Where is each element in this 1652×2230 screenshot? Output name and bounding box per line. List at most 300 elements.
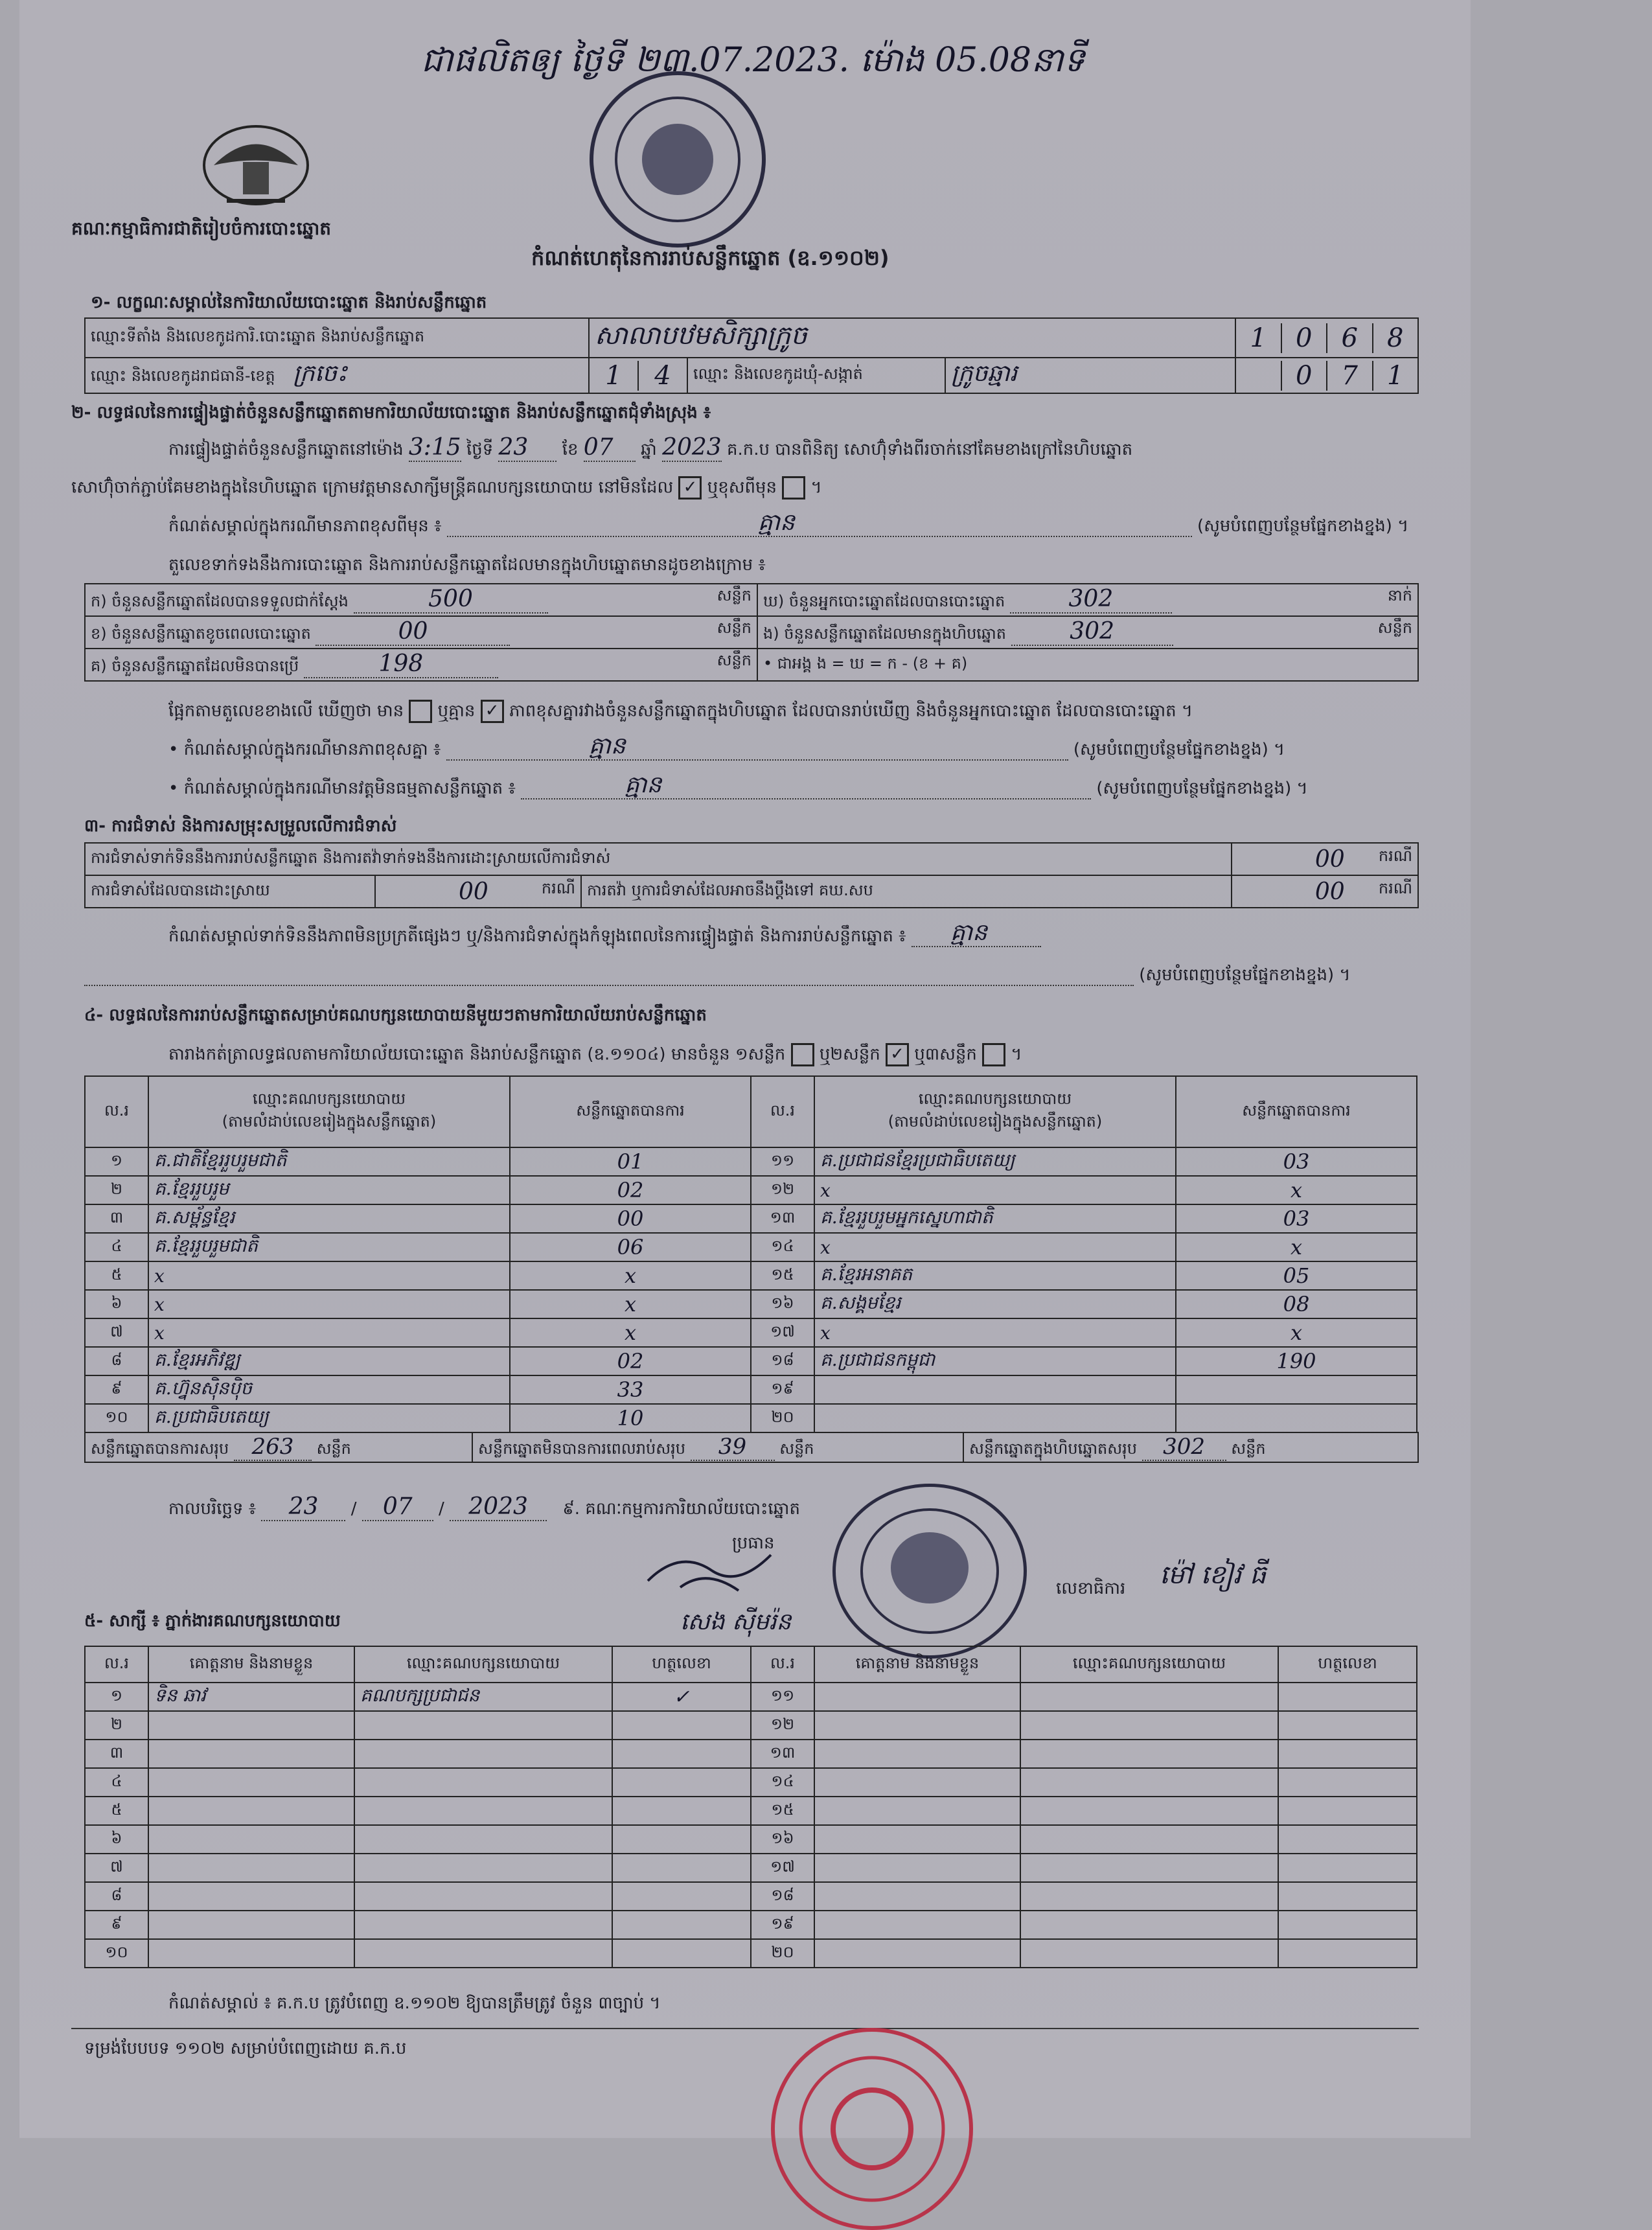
- witness-row-name: [148, 1825, 354, 1854]
- results-row-party: គ.ហ្វ៊ុនស៊ិនប៉ិច: [148, 1375, 510, 1404]
- witness-row-sign: [612, 1939, 751, 1968]
- witness-row: [751, 1768, 1417, 1797]
- results-row-no: ២០: [751, 1404, 814, 1432]
- witness-row: [751, 1740, 1417, 1768]
- chair-name: សេង ស៊ីមរ៉ន: [680, 1609, 792, 1635]
- results-row: [85, 1147, 751, 1176]
- results-row-no: ៣: [85, 1204, 148, 1233]
- results-row-party: គ.ប្រជាជនខ្មែរប្រជាធិបតេយ្យ: [814, 1147, 1176, 1176]
- appeal-cell: [1232, 875, 1418, 908]
- verify-text-a: ការផ្ទៀងផ្ទាត់ចំនួនសន្លឹកឆ្នោតនៅម៉ោង: [168, 440, 404, 459]
- results-row: [751, 1318, 1417, 1347]
- section3-note-field2[interactable]: [84, 965, 1134, 986]
- results-row-votes: x: [510, 1290, 751, 1318]
- witness-row-party[interactable]: [1020, 1683, 1278, 1711]
- location-code-4: 8: [1387, 323, 1404, 353]
- figures-intro: តួលេខទាក់ទងនឹងការបោះឆ្នោត និងការរាប់សន្លឹកឆ្នោតដែលមានក្នុងហិបឆ្នោតមានដូចខាងក្រោម ៖: [168, 555, 766, 575]
- results-row-votes: 05: [1176, 1261, 1417, 1290]
- witness-row: [751, 1683, 1417, 1711]
- witness-row-party[interactable]: [1020, 1911, 1278, 1939]
- witness-row-sign: [612, 1854, 751, 1882]
- chair-signature: [641, 1542, 784, 1600]
- witness-row-party[interactable]: [1020, 1854, 1278, 1882]
- figure-b-row: [85, 616, 757, 649]
- witness-row-sign: [612, 1825, 751, 1854]
- province-value: ក្រចេះ: [293, 360, 347, 387]
- figure-d-value: 302: [1010, 586, 1172, 614]
- results-row-party: គ.ប្រជាធិបតេយ្យ: [148, 1404, 510, 1432]
- witness-row-name: [148, 1740, 354, 1768]
- witness-col-name-right: គោត្តនាម និងនាមខ្លួន: [814, 1646, 1020, 1683]
- nec-logo: [201, 117, 311, 214]
- witness-row-sign[interactable]: [1278, 1939, 1417, 1968]
- figure-c-unit: សន្លឹក: [717, 651, 751, 669]
- two-sheet-checkbox[interactable]: ✓: [886, 1043, 909, 1066]
- results-row-votes: x: [1176, 1233, 1417, 1261]
- note1-field[interactable]: [447, 509, 1192, 537]
- results-row-party: x: [814, 1318, 1176, 1347]
- results-row-party: x: [148, 1290, 510, 1318]
- official-stamp-middle: [832, 1484, 1027, 1659]
- results-row: [85, 1261, 751, 1290]
- witness-row-sign[interactable]: [1278, 1911, 1417, 1939]
- valid-total-label: សន្លឹកឆ្នោតបានការសរុប: [91, 1439, 229, 1458]
- section3-note-label: កំណត់សម្គាល់ទាក់ទិននឹងភាពមិនប្រក្រតីផ្សេងៗ ឬ/និងការជំទាស់ក្នុងកំឡុងពេលនៃការផ្ទៀងផ្ទាត់ និងការរាប់សន្លឹកឆ្នោត ៖: [168, 926, 906, 946]
- note1-hint: (សូមបំពេញបន្ថែមផ្នែកខាងខ្នង) ។: [1197, 516, 1409, 536]
- results-row-votes: 01: [510, 1147, 751, 1176]
- results-row-no: ១០: [85, 1404, 148, 1432]
- verify-text-b: ថ្ងៃទី: [466, 440, 494, 459]
- results-row-votes: x: [510, 1318, 751, 1347]
- witness-row-party[interactable]: [1020, 1711, 1278, 1740]
- resolved-cell: [375, 875, 581, 908]
- witness-row-sign[interactable]: [1278, 1882, 1417, 1911]
- org-name: គណៈកម្មាធិការជាតិរៀបចំការបោះឆ្នោត: [71, 218, 332, 239]
- results-row-votes: [1176, 1375, 1417, 1404]
- section1-table: [84, 317, 1419, 394]
- witness-row-party[interactable]: [1020, 1740, 1278, 1768]
- witness-row-no: ៦: [85, 1825, 148, 1854]
- results-right-table: [750, 1075, 1417, 1433]
- note1-value: គ្មាន: [757, 509, 795, 536]
- note3-value: គ្មាន: [625, 772, 662, 798]
- results-row: [751, 1261, 1417, 1290]
- witness-row: [751, 1854, 1417, 1882]
- witness-row-name[interactable]: [814, 1854, 1020, 1882]
- witness-col-no: ល.រ: [85, 1646, 148, 1683]
- witness-row-no: ១០: [85, 1939, 148, 1968]
- commune-code-2: 7: [1327, 361, 1373, 391]
- sheet-count-text: តារាងកត់ត្រាលទ្ធផលតាមការិយាល័យបោះឆ្នោត និងរាប់សន្លឹកឆ្នោត (ឧ.១១០៤) មានចំនួន ១សន្លឹក: [168, 1044, 786, 1064]
- note1-line: [168, 509, 1409, 540]
- footer-rule: [71, 2028, 1419, 2029]
- witness-row: [751, 1711, 1417, 1740]
- results-col-party-right-sub: (តាមលំដាប់លេខរៀងក្នុងសន្លឹកឆ្នោត): [888, 1112, 1103, 1131]
- witness-row-party[interactable]: [1020, 1882, 1278, 1911]
- verification-line1: [168, 434, 1132, 463]
- witness-row: [85, 1825, 751, 1854]
- invalid-total: [472, 1432, 963, 1462]
- province-code-1: 1: [590, 361, 639, 391]
- results-row: [85, 1318, 751, 1347]
- witness-row-sign: [612, 1882, 751, 1911]
- results-row-no: ១: [85, 1147, 148, 1176]
- location-code-3: 6: [1327, 323, 1373, 353]
- witness-row-no: ៨: [85, 1882, 148, 1911]
- box-total-label: សន្លឹកឆ្នោតក្នុងហិបឆ្នោតសរុប: [969, 1439, 1137, 1458]
- witness-row-sign: ✓: [612, 1683, 751, 1711]
- witness-row-no: ១៥: [751, 1797, 814, 1825]
- results-row-votes: 06: [510, 1233, 751, 1261]
- invalid-total-unit: សន្លឹក: [779, 1439, 814, 1458]
- witness-row-party[interactable]: [1020, 1939, 1278, 1968]
- witness-row-no: ២: [85, 1711, 148, 1740]
- location-code-1: 1: [1236, 323, 1282, 353]
- witness-col-name: គោត្តនាម និងនាមខ្លួន: [148, 1646, 354, 1683]
- witness-row-no: ១៩: [751, 1911, 814, 1939]
- witness-row-no: ៧: [85, 1854, 148, 1882]
- results-row-votes: 10: [510, 1404, 751, 1432]
- results-row-no: ២: [85, 1176, 148, 1204]
- figure-c-row: [85, 649, 757, 681]
- section1-heading: ១- លក្ខណៈសម្គាល់នៃការិយាល័យបោះឆ្នោត និងរាប់សន្លឹកឆ្នោត: [91, 293, 487, 312]
- results-row-party: x: [814, 1176, 1176, 1204]
- witness-col-party: ឈ្មោះគណបក្សនយោបាយ: [354, 1646, 612, 1683]
- results-col-votes-right: សន្លឹកឆ្នោតបានការ: [1176, 1076, 1417, 1147]
- commune-code-1: 0: [1282, 361, 1328, 391]
- figure-b-label: ខ) ចំនួនសន្លឹកឆ្នោតខូចពេលបោះឆ្នោត: [91, 625, 311, 643]
- results-row-no: ៧: [85, 1318, 148, 1347]
- results-row-votes: 03: [1176, 1204, 1417, 1233]
- witness-row-no: ១៣: [751, 1740, 814, 1768]
- witness-row-party: [354, 1882, 612, 1911]
- invalid-total-label: សន្លឹកឆ្នោតមិនបានការពេលរាប់សរុប: [478, 1439, 685, 1458]
- witness-row: [751, 1797, 1417, 1825]
- witness-col-no-right: ល.រ: [751, 1646, 814, 1683]
- results-row: [85, 1176, 751, 1204]
- handwritten-date: ជាផលិតឲ្យ ថ្ងៃទី ២៣.07.2023. ម៉ោង 05.08នាទី: [421, 41, 1085, 80]
- witness-row: [751, 1939, 1417, 1968]
- figure-e-row: [757, 616, 1418, 649]
- witness-row-name[interactable]: [814, 1683, 1020, 1711]
- witness-row-sign: [612, 1768, 751, 1797]
- results-row-votes: 02: [510, 1347, 751, 1375]
- results-row: [85, 1347, 751, 1375]
- results-row-votes: [1176, 1404, 1417, 1432]
- changed-checkbox[interactable]: [782, 476, 805, 500]
- verify-year: 2023: [662, 434, 722, 461]
- witness-row-no: ១៧: [751, 1854, 814, 1882]
- witness-row-sign[interactable]: [1278, 1768, 1417, 1797]
- witness-row-sign: [612, 1911, 751, 1939]
- results-row-party: គ.ខ្មែររួបរួម: [148, 1176, 510, 1204]
- form-sheet: [19, 0, 1471, 2138]
- committee-label: ៩. គណៈកម្មការការិយាល័យបោះឆ្នោត: [562, 1499, 800, 1519]
- results-row-party: គ.សង្គមខ្មែរ: [814, 1290, 1176, 1318]
- results-col-party-sub: (តាមលំដាប់លេខរៀងក្នុងសន្លឹកឆ្នោត): [222, 1112, 437, 1131]
- witness-row-name: [148, 1768, 354, 1797]
- witness-table: [84, 1646, 1419, 1968]
- results-col-no-right: ល.រ: [751, 1076, 814, 1147]
- results-row-no: ៩: [85, 1375, 148, 1404]
- section3-note-value: គ្មាន: [950, 919, 987, 946]
- section3-note-hint: (សូមបំពេញបន្ថែមផ្នែកខាងខ្នង) ។: [1139, 965, 1351, 985]
- resolved-unit: ករណី: [541, 879, 575, 897]
- witness-row-party[interactable]: [1020, 1797, 1278, 1825]
- section5-heading: ៥- សាក្សី ៖ ភ្នាក់ងារគណបក្សនយោបាយ: [84, 1611, 341, 1631]
- witness-row-name[interactable]: [814, 1711, 1020, 1740]
- results-row-party: [814, 1404, 1176, 1432]
- witness-row-name: [148, 1797, 354, 1825]
- witness-row-sign: [612, 1797, 751, 1825]
- resolved-label: ការជំទាស់ដែលបានដោះស្រាយ: [85, 875, 375, 908]
- witness-row-name[interactable]: [814, 1768, 1020, 1797]
- witness-row-name: [148, 1854, 354, 1882]
- results-row: [751, 1147, 1417, 1176]
- note2-field[interactable]: [446, 733, 1068, 761]
- witness-row-sign[interactable]: [1278, 1854, 1417, 1882]
- results-row-party: គ.ខ្មែរអភិវឌ្ឍ: [148, 1347, 510, 1375]
- note3-hint: (សូមបំពេញបន្ថែមផ្នែកខាងខ្នង) ។: [1096, 779, 1308, 798]
- results-col-party-right-label: ឈ្មោះគណបក្សនយោបាយ: [918, 1090, 1072, 1108]
- results-row-no: ៦: [85, 1290, 148, 1318]
- results-row-no: ៤: [85, 1233, 148, 1261]
- results-row: [85, 1375, 751, 1404]
- note2-value: គ្មាន: [588, 733, 626, 759]
- results-row: [751, 1404, 1417, 1432]
- appeal-label: ការតវ៉ា ឬការជំទាស់ដែលអាចនឹងប្តឹងទៅ គឃ.សប: [581, 875, 1232, 908]
- signing-day: 23: [261, 1493, 345, 1521]
- results-row-party: [814, 1375, 1176, 1404]
- appeal-unit: ករណី: [1378, 879, 1412, 897]
- witness-row-no: ១៤: [751, 1768, 814, 1797]
- province-label-text: ឈ្មោះ និងលេខកូដរាជធានី-ខេត្ត: [91, 367, 275, 385]
- changed-option-label: ឬខុសពីមុន: [707, 477, 777, 498]
- figure-e-value: 302: [1011, 618, 1173, 646]
- note3-line: [168, 772, 1308, 802]
- witness-row: [751, 1825, 1417, 1854]
- figure-c-label: គ) ចំនួនសន្លឹកឆ្នោតដែលមិនបានប្រើ: [91, 657, 299, 675]
- location-value: សាលាបឋមសិក្សាក្រូច: [589, 318, 1235, 358]
- box-total-value: 302: [1142, 1434, 1226, 1461]
- witness-row-party: [354, 1768, 612, 1797]
- resolved-value: 00: [459, 878, 488, 905]
- results-col-no: ល.រ: [85, 1076, 148, 1147]
- objections-value: 00: [1314, 845, 1345, 873]
- commune-label: ឈ្មោះ និងលេខកូដឃុំ-សង្កាត់: [687, 358, 945, 393]
- verify-line2-text: សោហ៊ុំចាក់ភ្ជាប់គែមខាងក្នុងនៃហិបឆ្នោត ក្រោមវត្តមានសាក្សីមន្ត្រីគណបក្សនយោបាយ នៅមិនដែល: [71, 477, 674, 498]
- witness-row-party: [354, 1825, 612, 1854]
- verify-text-e: គ.ក.ប បានពិនិត្យ សោហ៊ុំទាំងពីរចាក់នៅគែមខាងក្រៅនៃហិបឆ្នោត: [726, 440, 1133, 459]
- secretary-signature: ម៉ៅ ខៀវ ធី: [1160, 1560, 1267, 1590]
- witness-row-sign[interactable]: [1278, 1683, 1417, 1711]
- witness-row-no: ១៨: [751, 1882, 814, 1911]
- witness-row-no: ១៦: [751, 1825, 814, 1854]
- results-col-votes: សន្លឹកឆ្នោតបានការ: [510, 1076, 751, 1147]
- verify-text-c: ខែ: [562, 440, 579, 459]
- witness-row-sign: [612, 1711, 751, 1740]
- witness-row-sign[interactable]: [1278, 1797, 1417, 1825]
- results-row-votes: x: [510, 1261, 751, 1290]
- invalid-total-value: 39: [691, 1434, 775, 1461]
- witness-row-name[interactable]: [814, 1911, 1020, 1939]
- unchanged-checkbox[interactable]: ✓: [678, 476, 702, 500]
- figure-e-unit: សន្លឹក: [1377, 619, 1412, 637]
- witness-row-party: គណបក្សប្រជាជន: [354, 1683, 612, 1711]
- objections-label: ការជំទាស់ទាក់ទិននឹងការរាប់សន្លឹកឆ្នោត និងការតវ៉ាទាក់ទងនឹងការដោះស្រាយលើការជំទាស់: [85, 843, 1232, 875]
- location-label: ឈ្មោះទីតាំង និងលេខកូដការិ.បោះឆ្នោត និងរាប់សន្លឹកឆ្នោត: [85, 318, 589, 358]
- chair-role: ប្រធាន: [732, 1534, 775, 1553]
- witness-row-party: [354, 1911, 612, 1939]
- results-row-no: ១៩: [751, 1375, 814, 1404]
- witness-row-sign: [612, 1740, 751, 1768]
- witness-row-party[interactable]: [1020, 1825, 1278, 1854]
- results-row-party: គ.ជាតិខ្មែររួបរួមជាតិ: [148, 1147, 510, 1176]
- witness-row-party: [354, 1740, 612, 1768]
- figure-a-label: ក) ចំនួនសន្លឹកឆ្នោតដែលបានទទួលជាក់ស្តែង: [91, 592, 349, 610]
- results-row-party: គ.ប្រជាជនកម្ពុជា: [814, 1347, 1176, 1375]
- results-row-no: ១៦: [751, 1290, 814, 1318]
- figure-a-value: 500: [354, 586, 548, 614]
- valid-total-value: 263: [234, 1434, 312, 1461]
- discrepancy-no-checkbox[interactable]: ✓: [481, 700, 504, 723]
- witness-row-sign[interactable]: [1278, 1740, 1417, 1768]
- results-row-party: x: [148, 1318, 510, 1347]
- secretary-label: លេខាធិការ: [1056, 1579, 1126, 1598]
- note2-hint: (សូមបំពេញបន្ថែមផ្នែកខាងខ្នង) ។: [1073, 740, 1285, 759]
- results-row-no: ១១: [751, 1147, 814, 1176]
- signing-date-line: កាលបរិច្ឆេទ ៖ 23 / 07 / 2023 ៩. គណៈកម្មការការិយាល័យបោះឆ្នោត: [168, 1493, 800, 1520]
- witness-row: [85, 1854, 751, 1882]
- figure-d-row: [757, 584, 1418, 616]
- figure-a-unit: សន្លឹក: [717, 586, 751, 604]
- witness-row-party: [354, 1854, 612, 1882]
- appeal-value: 00: [1314, 878, 1345, 905]
- witness-row-no: ៥: [85, 1797, 148, 1825]
- verify-month: 07: [584, 434, 636, 462]
- witness-row: [85, 1683, 751, 1711]
- results-row-votes: x: [1176, 1176, 1417, 1204]
- figure-e-label: ង) ចំនួនសន្លឹកឆ្នោតដែលមានក្នុងហិបឆ្នោត: [763, 625, 1006, 643]
- results-row: [751, 1176, 1417, 1204]
- figure-d-unit: នាក់: [1387, 586, 1412, 604]
- witness-row-no: ៣: [85, 1740, 148, 1768]
- results-col-party-right: [814, 1076, 1176, 1147]
- discrepancy-yes-checkbox[interactable]: [409, 700, 432, 723]
- witness-col-sign-right: ហត្ថលេខា: [1278, 1646, 1417, 1683]
- results-row-votes: 00: [510, 1204, 751, 1233]
- witness-row-no: ១: [85, 1683, 148, 1711]
- section3-note-line: [168, 919, 1041, 950]
- three-sheet-checkbox[interactable]: [982, 1043, 1005, 1066]
- results-row-party: គ.សម្ព័ន្ធខ្មែរ: [148, 1204, 510, 1233]
- totals-row: [84, 1432, 1419, 1463]
- witness-row-name[interactable]: [814, 1939, 1020, 1968]
- verify-time: 3:15: [408, 434, 461, 461]
- discrepancy-text-c: ភាពខុសគ្នារវាងចំនួនសន្លឹកឆ្នោតក្នុងហិបឆ្នោត ដែលបានរាប់ឃើញ និងចំនួនអ្នកបោះឆ្នោត ដែលបានបោះឆ្នោត ។: [509, 701, 1193, 721]
- three-sheet-label: ឬ៣សន្លឹក: [914, 1044, 977, 1064]
- results-row: [751, 1290, 1417, 1318]
- results-row-no: ១៨: [751, 1347, 814, 1375]
- witness-row: [85, 1768, 751, 1797]
- results-row: [85, 1290, 751, 1318]
- results-row: [751, 1233, 1417, 1261]
- results-row-party: គ.ខ្មែររួបរួមជាតិ: [148, 1233, 510, 1261]
- results-row-votes: 03: [1176, 1147, 1417, 1176]
- witness-row-name[interactable]: [814, 1825, 1020, 1854]
- results-row-party: គ.ខ្មែរអនាគត: [814, 1261, 1176, 1290]
- location-code-2: 0: [1282, 323, 1328, 353]
- results-row-votes: 33: [510, 1375, 751, 1404]
- note3-field[interactable]: [521, 772, 1091, 799]
- figure-d-label: ឃ) ចំនួនអ្នកបោះឆ្នោតដែលបានបោះឆ្នោត: [763, 592, 1005, 610]
- witness-row-party[interactable]: [1020, 1768, 1278, 1797]
- results-table: [84, 1075, 1419, 1463]
- results-row-party: គ.ខ្មែររួបរួមអ្នកស្នេហាជាតិ: [814, 1204, 1176, 1233]
- witness-row: [751, 1911, 1417, 1939]
- signing-year: 2023: [450, 1493, 547, 1521]
- note1-label: កំណត់សម្គាល់ក្នុងករណីមានភាពខុសពីមុន ៖: [168, 516, 442, 536]
- box-total-unit: សន្លឹក: [1231, 1439, 1266, 1458]
- results-row-no: ៨: [85, 1347, 148, 1375]
- objections-cell: [1232, 843, 1418, 875]
- signing-date-label: កាលបរិច្ឆេទ ៖: [168, 1499, 257, 1519]
- results-row: [751, 1347, 1417, 1375]
- figure-b-value: 00: [315, 618, 510, 646]
- verify-text-d: ឆ្នាំ: [641, 440, 657, 459]
- note3-label: • កំណត់សម្គាល់ក្នុងករណីមានវត្តមិនធម្មតាសន្លឹកឆ្នោត ៖: [168, 779, 516, 798]
- witness-row-no: ៩: [85, 1911, 148, 1939]
- results-col-party: [148, 1076, 510, 1147]
- province-label: [85, 358, 589, 393]
- witness-row-name: [148, 1882, 354, 1911]
- results-row-no: ១៣: [751, 1204, 814, 1233]
- two-sheet-label: ឬ២សន្លឹក: [819, 1044, 880, 1064]
- objections-unit: ករណី: [1378, 846, 1412, 865]
- witness-row: [751, 1882, 1417, 1911]
- section3-note-field[interactable]: [912, 919, 1041, 947]
- witness-left-table: [84, 1646, 751, 1968]
- results-row-no: ១៧: [751, 1318, 814, 1347]
- results-row-no: ១៥: [751, 1261, 814, 1290]
- witness-row-name[interactable]: [814, 1740, 1020, 1768]
- results-row-votes: 02: [510, 1176, 751, 1204]
- results-row: [85, 1404, 751, 1432]
- verification-line2: សោហ៊ុំចាក់ភ្ជាប់គែមខាងក្នុងនៃហិបឆ្នោត ក្រោមវត្តមានសាក្សីមន្ត្រីគណបក្សនយោបាយ នៅមិនដែល ✓ ឬខុសពីមុន ។: [71, 476, 822, 501]
- witness-row-name[interactable]: [814, 1797, 1020, 1825]
- witness-row: [85, 1882, 751, 1911]
- discrepancy-text-a: ផ្អែកតាមតួលេខខាងលើ ឃើញថា មាន: [168, 701, 404, 721]
- figure-a-row: [85, 584, 757, 616]
- witness-row-sign[interactable]: [1278, 1711, 1417, 1740]
- witness-row: [85, 1797, 751, 1825]
- commune-code-3: 1: [1387, 360, 1404, 391]
- witness-row-name[interactable]: [814, 1882, 1020, 1911]
- section4-heading: ៤- លទ្ធផលនៃការរាប់សន្លឹកឆ្នោតសម្រាប់គណបក្សនយោបាយនីមួយៗតាមការិយាល័យរាប់សន្លឹកឆ្នោត: [84, 1006, 707, 1025]
- red-seal-bottom: [771, 2028, 973, 2230]
- witness-row-sign[interactable]: [1278, 1825, 1417, 1854]
- results-row: [85, 1204, 751, 1233]
- witness-col-party-right: ឈ្មោះគណបក្សនយោបាយ: [1020, 1646, 1278, 1683]
- witness-row-no: ១១: [751, 1683, 814, 1711]
- results-col-party-label: ឈ្មោះគណបក្សនយោបាយ: [252, 1090, 406, 1108]
- witness-row: [85, 1939, 751, 1968]
- results-row-votes: x: [1176, 1318, 1417, 1347]
- results-row-party: x: [814, 1233, 1176, 1261]
- form-title: កំណត់ហេតុនៃការរាប់សន្លឹកឆ្នោត (ឧ.១១០២): [531, 246, 889, 270]
- one-sheet-checkbox[interactable]: [791, 1043, 814, 1066]
- witness-right-table: [750, 1646, 1417, 1968]
